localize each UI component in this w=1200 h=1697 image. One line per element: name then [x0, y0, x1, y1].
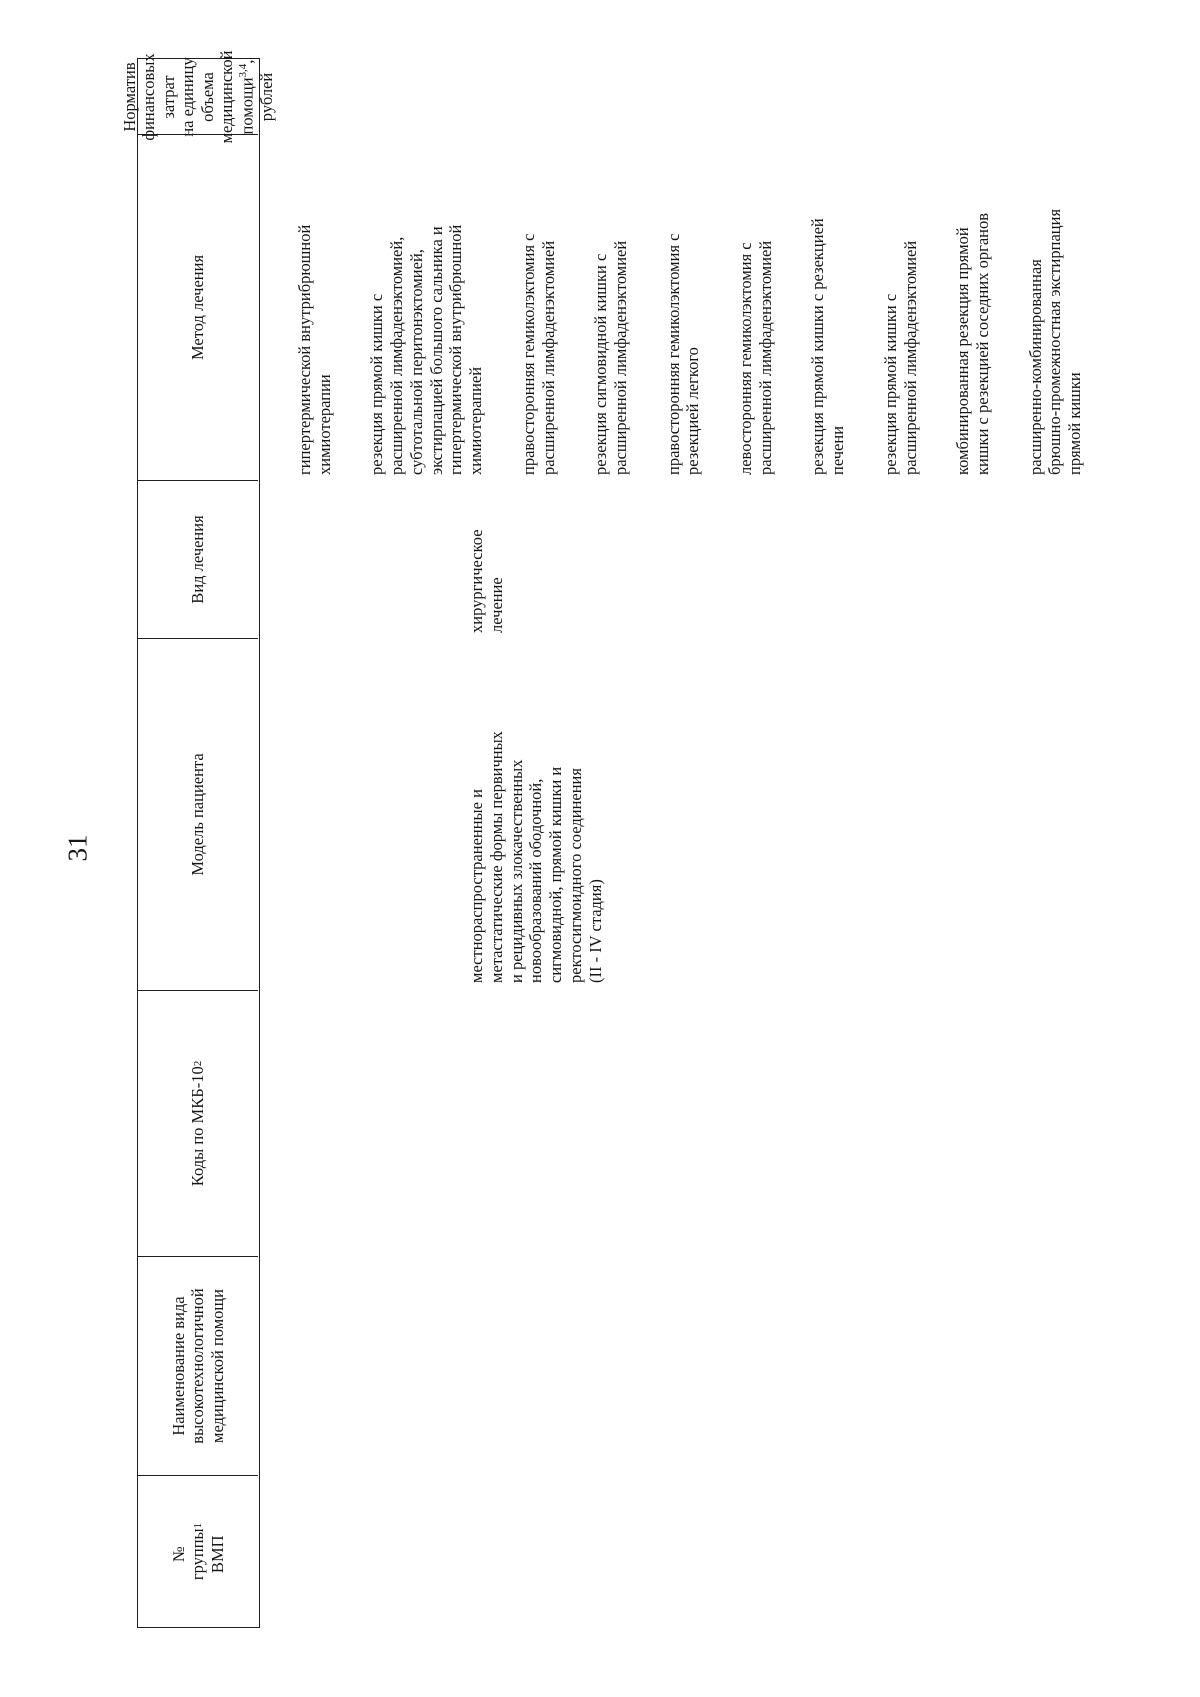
treatment-method-item: комбинированная резекция прямой кишки с резекцией соседних органов: [953, 212, 992, 475]
header-footnote: 2: [191, 1060, 204, 1067]
treatment-methods-cell: [275, 130, 1118, 475]
treatment-type-cell: хирургическое лечение: [467, 529, 506, 633]
medical-care-table: [119, 50, 1200, 1628]
header-text-suffix: , рублей: [237, 59, 276, 122]
header-cell-patient-model: [138, 638, 258, 990]
treatment-method-item: резекция прямой кишки с расширенной лимфаденэктомией, субтотальной перитонэктомией, экстирпацией большого сальника и гипертермической внутрибрюшной химиотерапией: [367, 224, 486, 475]
header-footnote: 1: [191, 1522, 204, 1529]
treatment-method-item: резекция прямой кишки с расширенной лимфаденэктомией: [880, 240, 920, 475]
header-footnote: 3,4: [236, 63, 249, 78]
header-cell-icd-codes: [138, 990, 258, 1256]
patient-model-cell: местнораспространенные и метастатические формы первичных и рецидивных злокачественных новообразований ободочной, сигмовидной, прямой кишки и ректосигмоидного соединения (II - IV стадия): [467, 731, 605, 983]
treatment-method-item: резекция сигмовидной кишки с расширенной лимфаденэктомией: [591, 240, 630, 475]
header-text: Вид лечения: [188, 515, 208, 604]
header-text: № группы ВМП: [168, 1528, 227, 1581]
header-text: Наименование вида высокотехнологичной медицинской помощи: [168, 1288, 227, 1444]
header-text: Коды по МКБ-10: [188, 1066, 208, 1187]
header-cell-treatment-method: [138, 134, 258, 480]
treatment-method-item: правосторонняя гемиколэктомия с резекцией легкого: [663, 233, 703, 475]
table-header-row: [119, 50, 276, 1628]
treatment-method-item: левосторонняя гемиколэктомия с расширенной лимфаденэктомией: [735, 240, 775, 475]
header-cell-group-number: [138, 1475, 258, 1627]
header-cell-treatment-type: [138, 480, 258, 638]
header-cell-cost-standard: [119, 50, 276, 144]
header-cell-care-type-name: [138, 1256, 258, 1475]
header-text: Метод лечения: [188, 254, 208, 361]
header-text: Модель пациента: [188, 753, 208, 876]
header-text: Норматив финансовых затрат на единицу объема медицинской помощи: [119, 50, 257, 144]
treatment-method-item: гипертермической внутрибрюшной химиотерапии: [294, 224, 334, 475]
treatment-method-item: правосторонняя гемиколэктомия с расширенной лимфаденэктомией: [518, 233, 558, 475]
treatment-method-item: расширенно-комбинированная брюшно-промежностная экстирпация прямой кишки: [1025, 208, 1085, 475]
treatment-method-item: резекция прямой кишки с резекцией печени: [808, 218, 848, 475]
page-number: 31: [62, 834, 93, 862]
